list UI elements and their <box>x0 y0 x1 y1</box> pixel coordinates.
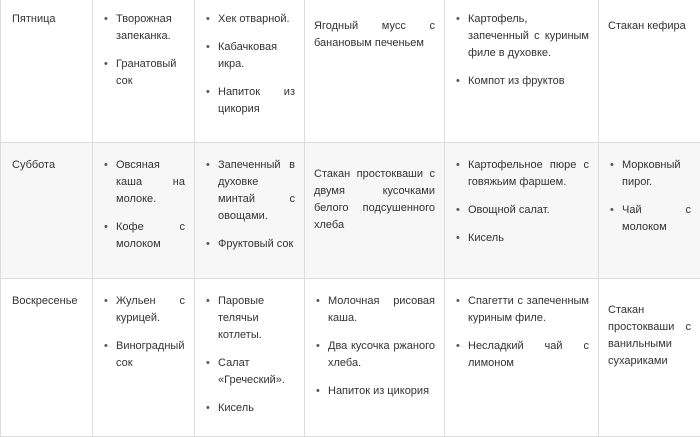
list-item: • Молочная рисовая каша. <box>314 293 435 327</box>
table-row-friday <box>1 0 700 143</box>
table-row-sunday <box>1 279 700 437</box>
list-item: • Чай с молоком <box>608 202 691 236</box>
list-item: • Запеченный в духовке минтай с овощами. <box>204 157 295 225</box>
list-item: • Овсяная каша на молоке. <box>102 157 185 208</box>
list-item: • Овощной салат. <box>454 202 589 219</box>
meal-cell-evening <box>599 0 700 143</box>
list-item: • Фруктовый сок <box>204 236 295 253</box>
list-item: • Гранатовый сок <box>102 56 185 90</box>
list-item: • Салат «Греческий». <box>204 355 295 389</box>
list-item: • Жульен с курицей. <box>102 293 185 327</box>
meal-cell-dinner <box>445 143 599 279</box>
list-item: • Паровые телячьи котлеты. <box>204 293 295 344</box>
meal-cell-dinner <box>445 279 599 437</box>
meal-text: Стакан простокваши с двумя кусочками белого подсушенного хлеба <box>314 166 435 234</box>
list-item: • Напиток из цикория <box>204 84 295 118</box>
meal-cell-lunch <box>195 0 305 143</box>
meal-cell-dinner <box>445 0 599 143</box>
meal-cell-lunch <box>195 143 305 279</box>
meal-text: Ягодный мусс с банановым печеньем <box>314 18 435 52</box>
day-cell <box>1 143 93 279</box>
meal-cell-evening <box>599 279 700 437</box>
list-item: • Картофельное пюре с говяжьим фаршем. <box>454 157 589 191</box>
day-cell <box>1 279 93 437</box>
meal-cell-snack <box>305 0 445 143</box>
meal-cell-breakfast <box>93 143 195 279</box>
meal-cell-breakfast <box>93 279 195 437</box>
list-item: • Кисель <box>204 400 295 417</box>
meal-text: Стакан простокваши с ванильными сухариками <box>608 302 691 370</box>
table-row-saturday <box>1 143 700 279</box>
day-cell <box>1 0 93 143</box>
meal-cell-snack <box>305 279 445 437</box>
list-item: • Несладкий чай с лимоном <box>454 338 589 372</box>
meal-cell-snack <box>305 143 445 279</box>
list-item: • Творожная запеканка. <box>102 11 185 45</box>
list-item: • Два кусочка ржаного хлеба. <box>314 338 435 372</box>
list-item: • Компот из фруктов <box>454 73 589 90</box>
day-label: Воскресенье <box>12 295 78 307</box>
list-item: • Кабачковая икра. <box>204 39 295 73</box>
meal-text: Стакан кефира <box>608 18 691 35</box>
meal-cell-breakfast <box>93 0 195 143</box>
day-label: Пятница <box>12 13 56 25</box>
meal-cell-lunch <box>195 279 305 437</box>
list-item: • Виноградный сок <box>102 338 185 372</box>
list-item: • Хек отварной. <box>204 11 295 28</box>
list-item: • Кофе с молоком <box>102 219 185 253</box>
list-item: • Картофель, запеченный с куриным филе в духовке. <box>454 11 589 62</box>
list-item: • Морковный пирог. <box>608 157 691 191</box>
day-label: Суббота <box>12 159 55 171</box>
list-item: • Спагетти с запеченным куриным филе. <box>454 293 589 327</box>
meal-cell-evening <box>599 143 700 279</box>
list-item: • Напиток из цикория <box>314 383 435 400</box>
list-item: • Кисель <box>454 230 589 247</box>
